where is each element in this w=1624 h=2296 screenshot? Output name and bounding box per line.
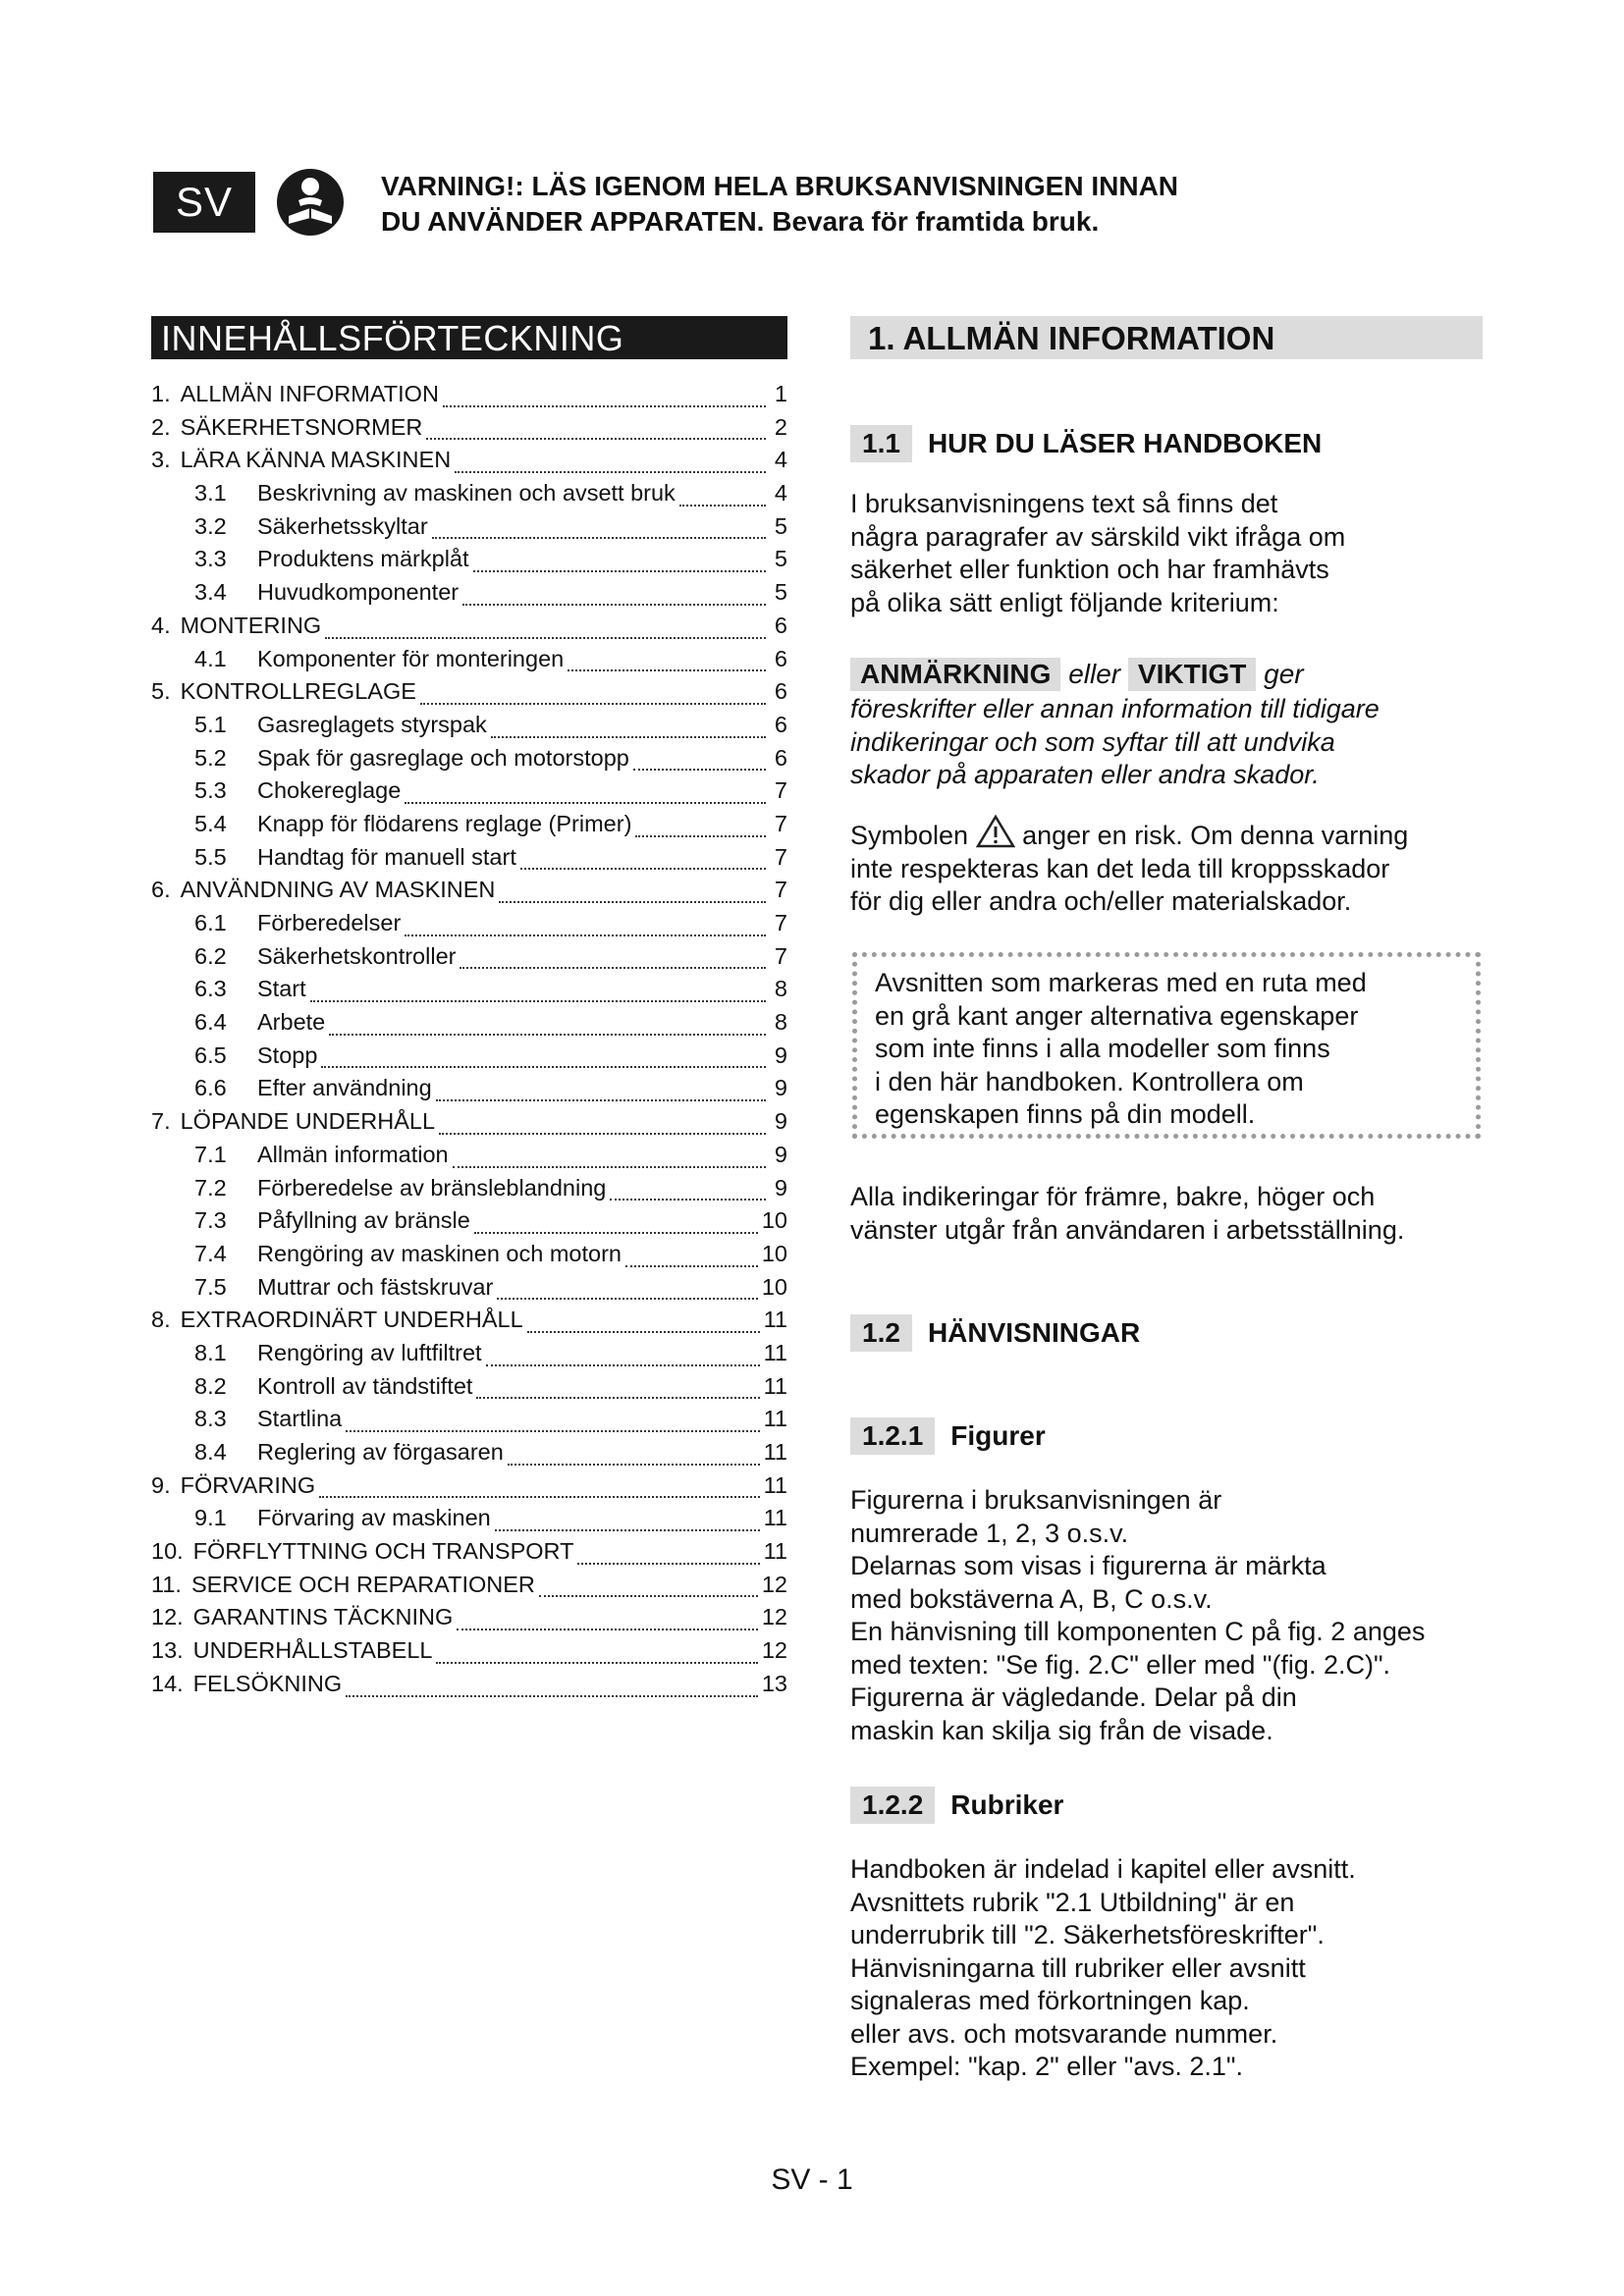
section-number: 1.1 [850, 425, 912, 462]
warning-line: VARNING!: LÄS IGENOM HELA BRUKSANVISNINGEN INNAN [381, 171, 1179, 201]
toc-entry [151, 1439, 787, 1472]
text-line: maskin kan skilja sig från de visade. [850, 1715, 1273, 1745]
toc-entry-number: 6.5 [194, 1041, 227, 1068]
toc-entry-page: 2 [774, 413, 787, 440]
toc-entry [151, 646, 787, 679]
toc-leader-dots [497, 1297, 758, 1300]
toc-entry-number: 8.1 [194, 1339, 227, 1365]
text-line: för dig eller andra och/eller materialskador. [850, 886, 1352, 916]
warning-triangle-icon [976, 815, 1015, 848]
toc-leader-dots [491, 735, 766, 738]
toc-entry-label: Komponenter för monteringen [257, 645, 565, 671]
toc-entry-number: 2. [151, 413, 171, 440]
toc-entry-page: 9 [774, 1075, 787, 1101]
toc-entry [151, 1340, 787, 1373]
page-number: SV - 1 [771, 2163, 853, 2196]
text-line: med texten: "Se fig. 2.C" eller med "(fig. 2.C)". [850, 1649, 1391, 1680]
toc-entry-number: 6.6 [194, 1075, 227, 1101]
toc-entry-page: 11 [763, 1406, 787, 1432]
toc-entry [151, 579, 787, 613]
toc-entry-page: 5 [774, 579, 787, 606]
toc-entry [151, 1108, 787, 1142]
toc-entry-number: 7.3 [194, 1207, 227, 1234]
toc-entry [151, 1042, 787, 1076]
language-badge: SV [153, 172, 255, 233]
text-line: Delarnas som visas i figurerna är märkta [850, 1551, 1326, 1580]
toc-entry [151, 976, 787, 1009]
text-line: som inte finns i alla modeller som finns [875, 1034, 1330, 1063]
note-lines [850, 693, 1479, 792]
toc-leader-dots [439, 1132, 766, 1135]
symbol-lines [850, 853, 1479, 919]
toc-entry-page: 13 [761, 1670, 787, 1696]
toc-entry-page: 5 [774, 512, 787, 539]
toc-entry-label: UNDERHÅLLSTABELL [192, 1637, 433, 1664]
toc-entry [151, 447, 787, 480]
toc-leader-dots [539, 1594, 758, 1597]
toc-entry-page: 6 [774, 711, 787, 737]
toc-leader-dots [610, 1198, 766, 1201]
toc-entry-label: Muttrar och fästskruvar [257, 1273, 494, 1300]
toc-entry-page: 4 [774, 480, 787, 507]
toc-entry [151, 678, 787, 712]
text-line: eller avs. och motsvarande nummer. [850, 2018, 1278, 2049]
toc-entry [151, 712, 787, 745]
section-1-heading: 1. ALLMÄN INFORMATION [850, 316, 1483, 359]
text-line: Figurerna är vägledande. Delar på din [850, 1682, 1297, 1712]
toc-entry-label: GARANTINS TÄCKNING [192, 1604, 454, 1630]
toc-entry [151, 381, 787, 414]
toc-leader-dots [568, 668, 766, 671]
toc-entry [151, 1604, 787, 1637]
toc-entry-label: Efter användning [257, 1075, 432, 1101]
toc-entry-number: 3.2 [194, 512, 227, 539]
toc-entry-number: 8.2 [194, 1372, 227, 1399]
toc-leader-dots [443, 404, 766, 407]
table-of-contents [151, 381, 787, 1704]
text-line: signaleras med förkortningen kap. [850, 1986, 1250, 2015]
symbol-paragraph [850, 815, 1479, 919]
warning-line: DU ANVÄNDER APPARATEN. Bevara för framtida bruk. [381, 206, 1100, 237]
toc-entry-label: Förberedelser [257, 910, 402, 935]
toc-entry-number: 3.3 [194, 546, 227, 572]
toc-entry [151, 1075, 787, 1108]
symbol-after: anger en risk. Om denna varning [1022, 821, 1409, 850]
toc-entry-number: 7. [151, 1108, 171, 1135]
important-tag: VIKTIGT [1128, 658, 1256, 691]
toc-leader-dots [474, 1231, 758, 1234]
toc-leader-dots [455, 470, 766, 473]
toc-entry [151, 1241, 787, 1274]
text-line: föreskrifter eller annan information till tidigare [850, 694, 1380, 723]
toc-leader-dots [405, 934, 766, 936]
toc-leader-dots [319, 1495, 759, 1498]
toc-entry [151, 546, 787, 579]
toc-entry-label: FÖRVARING [180, 1471, 316, 1498]
toc-entry-label: KONTROLLREGLAGE [180, 678, 416, 705]
toc-entry-number: 6. [151, 877, 171, 903]
toc-entry [151, 1671, 787, 1704]
toc-entry-page: 7 [774, 777, 787, 804]
toc-leader-dots [527, 1330, 760, 1333]
toc-entry-number: 6.3 [194, 976, 227, 1002]
toc-leader-dots [462, 603, 766, 606]
toc-entry-number: 9.1 [194, 1505, 227, 1531]
toc-entry-label: Spak för gasreglage och motorstopp [257, 744, 629, 771]
toc-leader-dots [499, 900, 766, 903]
toc-entry [151, 1538, 787, 1572]
toc-entry-label: ALLMÄN INFORMATION [180, 381, 439, 406]
section-1-2-2-heading [850, 1787, 1063, 1824]
toc-entry-number: 7.1 [194, 1141, 227, 1167]
text-line: Avsnitten som markeras med en ruta med [875, 968, 1367, 997]
toc-leader-dots [476, 1396, 759, 1399]
toc-leader-dots [453, 1165, 766, 1168]
toc-entry-number: 3. [151, 447, 171, 473]
toc-entry [151, 1274, 787, 1308]
toc-entry-page: 9 [774, 1108, 787, 1135]
toc-entry-label: MONTERING [180, 612, 322, 638]
toc-leader-dots [520, 867, 766, 870]
toc-entry [151, 844, 787, 878]
toc-entry-label: Förberedelse av bränsleblandning [257, 1174, 607, 1201]
toc-leader-dots [432, 536, 766, 539]
section-1-2-1-heading [850, 1417, 1046, 1455]
toc-entry-label: Kontroll av tändstiftet [257, 1372, 473, 1399]
toc-entry-page: 6 [774, 744, 787, 771]
intro-paragraph [850, 488, 1479, 619]
section-title: HUR DU LÄSER HANDBOKEN [927, 428, 1323, 458]
toc-entry-label: FELSÖKNING [192, 1670, 343, 1696]
toc-entry-page: 11 [763, 1339, 787, 1365]
toc-entry-page: 1 [774, 381, 787, 406]
toc-entry-number: 5.4 [194, 810, 227, 836]
section-title: Figurer [950, 1420, 1046, 1451]
toc-entry-label: Startlina [257, 1406, 343, 1432]
text-line: indikeringar och som syftar till att undvika [850, 726, 1335, 757]
toc-entry-label: Arbete [257, 1009, 326, 1036]
toc-entry-number: 9. [151, 1471, 171, 1498]
toc-leader-dots [679, 504, 766, 507]
toc-entry-label: Handtag för manuell start [257, 843, 516, 870]
or-word: eller [1068, 659, 1121, 689]
toc-entry-number: 7.2 [194, 1174, 227, 1201]
toc-entry-number: 7.4 [194, 1240, 227, 1266]
toc-entry [151, 1406, 787, 1439]
toc-entry-number: 5.1 [194, 711, 227, 737]
toc-entry-page: 9 [774, 1174, 787, 1201]
toc-entry-page: 11 [763, 1439, 787, 1465]
section-title: HÄNVISNINGAR [927, 1317, 1141, 1348]
text-line: egenskapen finns på din modell. [875, 1099, 1256, 1129]
toc-entry-page: 6 [774, 612, 787, 638]
toc-entry [151, 811, 787, 844]
toc-entry-number: 6.4 [194, 1009, 227, 1036]
toc-leader-dots [310, 999, 766, 1002]
toc-leader-dots [346, 1429, 759, 1432]
notes-paragraph [850, 658, 1479, 792]
figures-paragraph [850, 1484, 1489, 1747]
toc-entry-number: 8.4 [194, 1439, 227, 1465]
toc-entry-number: 5. [151, 678, 171, 705]
toc-entry-number: 13. [151, 1637, 184, 1664]
toc-entry-page: 6 [774, 678, 787, 705]
toc-entry-page: 10 [761, 1207, 787, 1234]
section-1-2-heading [850, 1314, 1140, 1352]
toc-entry [151, 877, 787, 910]
text-line: Exempel: "kap. 2" eller "avs. 2.1". [850, 2052, 1244, 2081]
toc-entry-page: 4 [774, 447, 787, 473]
toc-leader-dots [457, 1628, 758, 1630]
text-line: Handboken är indelad i kapitel eller avsnitt. [850, 1854, 1356, 1884]
toc-entry-page: 7 [774, 843, 787, 870]
toc-entry-number: 4.1 [194, 645, 227, 671]
toc-entry-label: SÄKERHETSNORMER [180, 413, 423, 440]
toc-entry-page: 7 [774, 910, 787, 935]
toc-entry-label: LÄRA KÄNNA MASKINEN [180, 447, 452, 473]
toc-leader-dots [625, 1264, 758, 1267]
text-line: säkerhet eller funktion och har framhävts [850, 555, 1329, 584]
toc-leader-dots [486, 1363, 760, 1366]
toc-entry-page: 7 [774, 810, 787, 836]
toc-entry-number: 1. [151, 381, 171, 406]
text-line: Figurerna i bruksanvisningen är [850, 1485, 1222, 1515]
toc-entry-page: 8 [774, 1009, 787, 1036]
toc-title: INNEHÅLLSFÖRTECKNING [151, 316, 787, 359]
toc-entry-label: Produktens märkplåt [257, 546, 469, 572]
toc-entry-page: 6 [774, 645, 787, 671]
toc-entry-label: Gasreglagets styrspak [257, 711, 487, 737]
toc-leader-dots [420, 702, 766, 705]
section-number: 1.2.2 [850, 1787, 935, 1824]
toc-entry-label: Stopp [257, 1041, 318, 1068]
toc-entry [151, 1572, 787, 1605]
text-line: En hänvisning till komponenten C på fig. 2 anges [850, 1617, 1426, 1646]
toc-leader-dots [426, 437, 766, 440]
toc-leader-dots [321, 1065, 766, 1068]
toc-leader-dots [473, 569, 766, 572]
optional-features-box [852, 952, 1481, 1139]
toc-entry-page: 12 [761, 1604, 787, 1630]
toc-entry-label: Chokereglage [257, 777, 402, 804]
text-line: Avsnittets rubrik "2.1 Utbildning" är en [850, 1887, 1295, 1917]
toc-entry [151, 1207, 787, 1241]
toc-entry [151, 1373, 787, 1407]
toc-entry-label: SERVICE OCH REPARATIONER [190, 1571, 535, 1597]
toc-entry-page: 10 [761, 1240, 787, 1266]
toc-entry-label: LÖPANDE UNDERHÅLL [180, 1108, 436, 1135]
toc-leader-dots [405, 801, 766, 804]
toc-entry-label: Allmän information [257, 1141, 449, 1167]
toc-entry [151, 1637, 787, 1671]
toc-entry-number: 5.2 [194, 744, 227, 771]
toc-entry-label: Förvaring av maskinen [257, 1505, 491, 1531]
text-line: med bokstäverna A, B, C o.s.v. [850, 1583, 1213, 1614]
toc-entry [151, 1009, 787, 1042]
section-1-1-heading [850, 425, 1322, 462]
read-manual-icon [275, 167, 346, 238]
toc-entry [151, 513, 787, 547]
toc-entry-number: 3.4 [194, 579, 227, 606]
gives-word: ger [1264, 659, 1304, 689]
toc-entry-page: 11 [763, 1538, 787, 1565]
toc-entry-label: ANVÄNDNING AV MASKINEN [180, 877, 496, 903]
toc-entry-label: FÖRFLYTTNING OCH TRANSPORT [192, 1538, 574, 1565]
toc-entry [151, 613, 787, 646]
toc-entry-number: 14. [151, 1670, 184, 1696]
toc-entry-label: Reglering av förgasaren [257, 1439, 504, 1465]
text-line: Alla indikeringar för främre, bakre, höger och [850, 1182, 1376, 1211]
text-line: numrerade 1, 2, 3 o.s.v. [850, 1518, 1129, 1548]
toc-entry-number: 8. [151, 1307, 171, 1333]
direction-paragraph [850, 1181, 1479, 1247]
toc-entry [151, 1175, 787, 1208]
toc-entry-page: 11 [763, 1505, 787, 1531]
toc-entry-label: Säkerhetsskyltar [257, 512, 428, 539]
toc-entry-page: 7 [774, 877, 787, 903]
toc-entry-label: Påfyllning av bränsle [257, 1207, 470, 1234]
note-tag: ANMÄRKNING [850, 658, 1060, 691]
toc-entry-page: 12 [761, 1571, 787, 1597]
toc-entry [151, 943, 787, 977]
toc-entry-number: 5.3 [194, 777, 227, 804]
toc-entry-label: Huvudkomponenter [257, 579, 460, 606]
toc-entry-page: 9 [774, 1141, 787, 1167]
text-line: underrubrik till "2. Säkerhetsföreskrifter". [850, 1920, 1325, 1949]
headings-paragraph [850, 1853, 1489, 2084]
toc-entry-number: 8.3 [194, 1406, 227, 1432]
toc-leader-dots [436, 1661, 757, 1664]
symbol-before: Symbolen [850, 821, 969, 850]
toc-leader-dots [495, 1528, 760, 1531]
toc-entry-label: Knapp för flödarens reglage (Primer) [257, 810, 632, 836]
toc-entry-page: 5 [774, 546, 787, 572]
toc-entry [151, 1472, 787, 1506]
toc-entry-label: Beskrivning av maskinen och avsett bruk [257, 480, 676, 507]
toc-leader-dots [633, 768, 766, 771]
toc-entry-number: 7.5 [194, 1273, 227, 1300]
text-line: på olika sätt enligt följande kriterium: [850, 587, 1279, 617]
toc-entry-page: 10 [761, 1273, 787, 1300]
toc-entry-number: 4. [151, 612, 171, 638]
toc-entry [151, 745, 787, 778]
text-line: inte respekteras kan det leda till kroppsskador [850, 853, 1390, 883]
toc-entry [151, 777, 787, 811]
section-number: 1.2 [850, 1314, 912, 1352]
toc-leader-dots [577, 1562, 759, 1565]
toc-entry-number: 6.1 [194, 910, 227, 935]
toc-entry-page: 11 [763, 1372, 787, 1399]
toc-entry-label: Säkerhetskontroller [257, 942, 457, 969]
toc-entry [151, 414, 787, 448]
text-line: vänster utgår från användaren i arbetsställning. [850, 1214, 1405, 1245]
toc-entry-label: EXTRAORDINÄRT UNDERHÅLL [180, 1307, 523, 1333]
toc-entry-page: 12 [761, 1637, 787, 1664]
text-line: Hänvisningarna till rubriker eller avsnitt [850, 1952, 1306, 1983]
toc-leader-dots [346, 1694, 758, 1697]
toc-entry-number: 10. [151, 1538, 184, 1565]
warning-notice [381, 169, 1363, 240]
toc-entry-page: 8 [774, 976, 787, 1002]
text-line: några paragrafer av särskild vikt ifråga om [850, 521, 1346, 552]
text-line: skador på apparaten eller andra skador. [850, 760, 1320, 789]
toc-entry-page: 9 [774, 1041, 787, 1068]
toc-leader-dots [635, 834, 766, 837]
toc-entry-label: Rengöring av luftfiltret [257, 1339, 482, 1365]
toc-entry [151, 1307, 787, 1340]
toc-leader-dots [436, 1098, 766, 1101]
section-number: 1.2.1 [850, 1417, 935, 1455]
toc-leader-dots [508, 1463, 760, 1466]
toc-leader-dots [460, 966, 766, 969]
toc-entry-number: 5.5 [194, 843, 227, 870]
toc-leader-dots [325, 636, 766, 639]
toc-entry [151, 910, 787, 943]
text-line: I bruksanvisningens text så finns det [850, 489, 1278, 518]
toc-entry-page: 7 [774, 942, 787, 969]
toc-entry-number: 11. [151, 1571, 182, 1597]
toc-entry-number: 6.2 [194, 942, 227, 969]
toc-entry [151, 480, 787, 513]
toc-entry-page: 11 [763, 1471, 787, 1498]
text-line: en grå kant anger alternativa egenskaper [875, 1000, 1359, 1031]
toc-entry-label: Start [257, 976, 306, 1002]
toc-entry [151, 1142, 787, 1175]
toc-entry-number: 12. [151, 1604, 184, 1630]
text-line: i den här handboken. Kontrollera om [875, 1066, 1304, 1096]
toc-entry-page: 11 [763, 1307, 787, 1333]
toc-entry-label: Rengöring av maskinen och motorn [257, 1240, 622, 1266]
toc-entry-number: 3.1 [194, 480, 227, 507]
section-title: Rubriker [950, 1789, 1064, 1820]
toc-leader-dots [329, 1033, 766, 1036]
toc-entry [151, 1505, 787, 1538]
